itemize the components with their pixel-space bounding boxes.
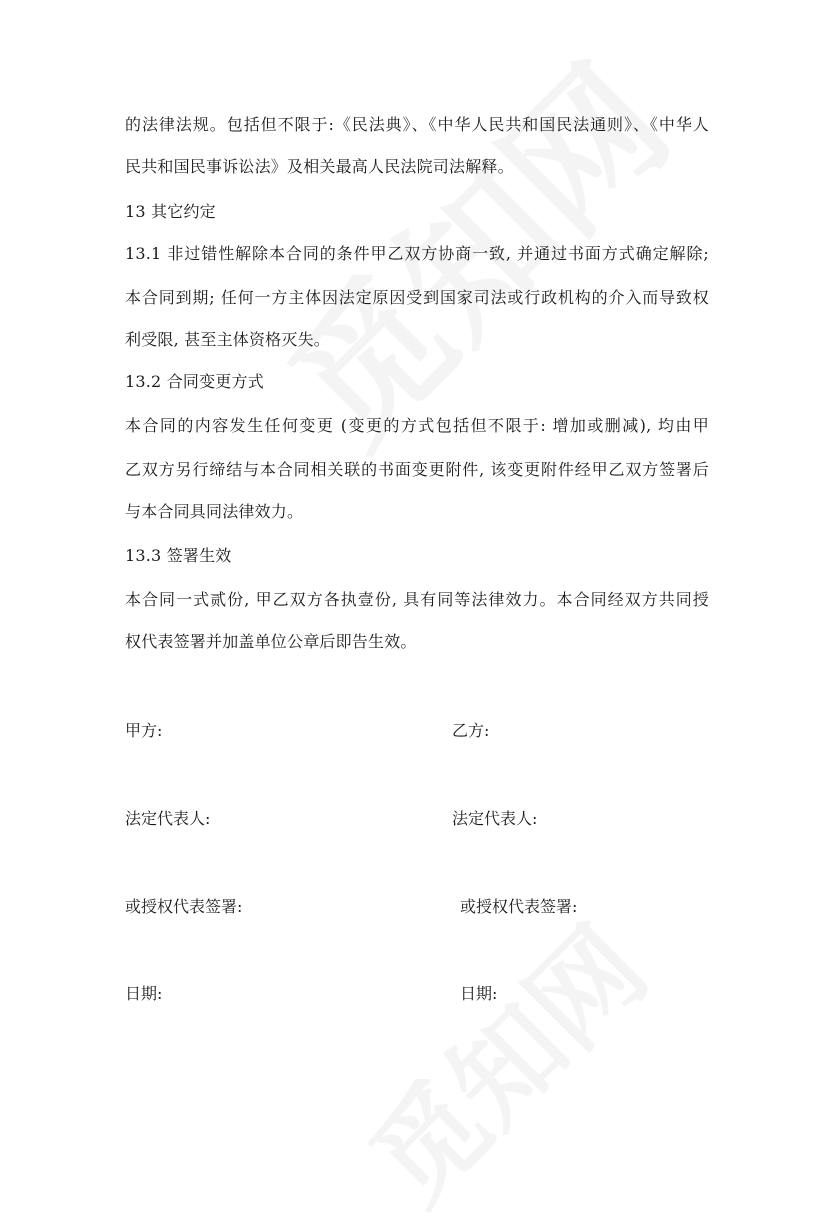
party-a-label: 甲方: <box>125 721 163 740</box>
section-heading: 13 其它约定 <box>125 202 216 221</box>
clause-text-line: 本合同一式贰份, 甲乙双方各执壹份, 具有同等法律效力。本合同经双方共同授 <box>125 590 709 609</box>
clause-text-line: 乙双方另行缔结与本合同相关联的书面变更附件, 该变更附件经甲乙双方签署后 <box>125 460 709 479</box>
party-b-date-label: 日期: <box>460 984 498 1003</box>
party-b-legal-rep-label: 法定代表人: <box>452 809 538 828</box>
party-a-legal-rep-label: 法定代表人: <box>125 809 211 828</box>
clause-text-line: 利受限, 甚至主体资格灭失。 <box>125 330 330 349</box>
party-b-authorized-signature-label: 或授权代表签署: <box>460 897 578 916</box>
clause-text-line: 13.1 非过错性解除本合同的条件甲乙双方协商一致, 并通过书面方式确定解除; <box>125 244 709 263</box>
clause-heading: 13.2 合同变更方式 <box>125 372 264 391</box>
party-a-date-label: 日期: <box>125 984 163 1003</box>
body-text-line: 的法律法规。包括但不限于:《民法典》、《中华人民共和国民法通则》、《中华人 <box>125 115 709 134</box>
clause-text-line: 本合同的内容发生任何变更 (变更的方式包括但不限于: 增加或删减), 均由甲 <box>125 416 709 435</box>
clause-text-line: 权代表签署并加盖单位公章后即告生效。 <box>125 632 417 651</box>
clause-text-line: 本合同到期; 任何一方主体因法定原因受到国家司法或行政机构的介入而导致权 <box>125 288 709 307</box>
body-text-line: 民共和国民事诉讼法》及相关最高人民法院司法解释。 <box>125 157 514 176</box>
party-a-authorized-signature-label: 或授权代表签署: <box>125 897 243 916</box>
party-b-label: 乙方: <box>452 721 490 740</box>
clause-text-line: 与本合同具同法律效力。 <box>125 502 304 521</box>
watermark-logo <box>330 887 675 1232</box>
clause-heading: 13.3 签署生效 <box>125 546 232 565</box>
